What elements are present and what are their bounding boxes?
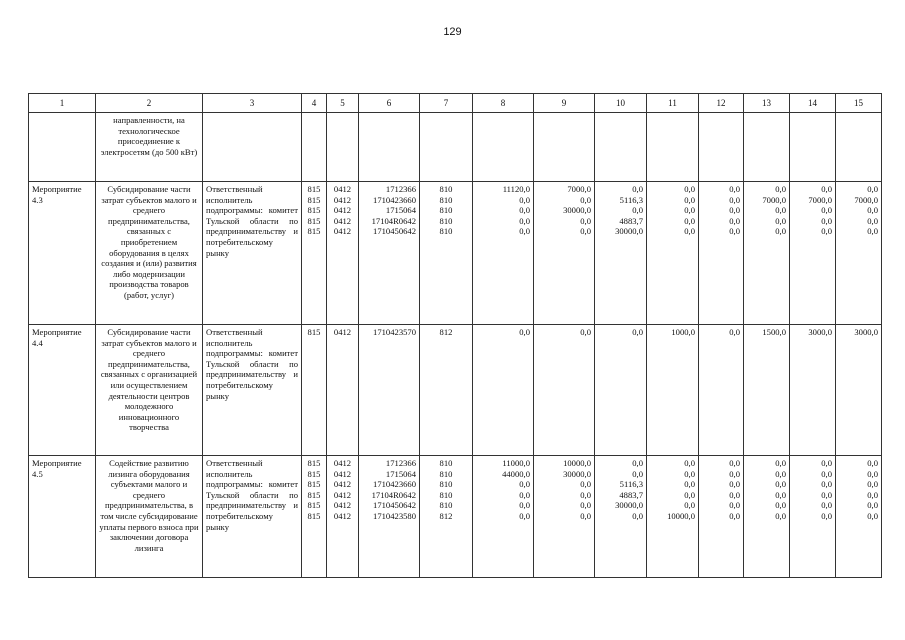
cell-col9: 0,0 <box>534 325 595 456</box>
column-header: 1 <box>29 94 96 113</box>
cell-col8: 11000,0 44000,0 0,0 0,0 0,0 0,0 <box>473 456 534 578</box>
header-row <box>29 94 882 113</box>
cell-col7 <box>420 113 473 182</box>
cell-col14 <box>790 113 836 182</box>
cell-executor: Ответственный исполнитель подпрограммы: комитет Тульской области по предпринимательству и потребительскому рынку <box>203 456 302 578</box>
column-header: 2 <box>96 94 203 113</box>
cell-description: Субсидирование части затрат субъектов малого и среднего предпринимательства, связанных с организацией или осуществлением деятельности центров молодежного инновационного творчества <box>96 325 203 456</box>
cell-measure: Мероприятие 4.5 <box>29 456 96 578</box>
cell-col8: 11120,0 0,0 0,0 0,0 0,0 <box>473 182 534 325</box>
column-header: 14 <box>790 94 836 113</box>
cell-executor: Ответственный исполнитель подпрограммы: комитет Тульской области по предпринимательству и потребительскому рынку <box>203 325 302 456</box>
budget-table <box>28 93 882 578</box>
cell-col9: 7000,0 0,0 30000,0 0,0 0,0 <box>534 182 595 325</box>
column-header: 8 <box>473 94 534 113</box>
cell-col10: 0,0 5116,3 0,0 4883,7 30000,0 <box>595 182 647 325</box>
cell-col12: 0,0 0,0 0,0 0,0 0,0 0,0 <box>699 456 744 578</box>
column-header: 6 <box>359 94 420 113</box>
column-header: 4 <box>302 94 327 113</box>
column-header: 10 <box>595 94 647 113</box>
cell-col13 <box>744 113 790 182</box>
column-header: 12 <box>699 94 744 113</box>
cell-col5 <box>327 113 359 182</box>
cell-col8: 0,0 <box>473 325 534 456</box>
cell-col11 <box>647 113 699 182</box>
cell-measure: Мероприятие 4.3 <box>29 182 96 325</box>
cell-col13: 0,0 0,0 0,0 0,0 0,0 0,0 <box>744 456 790 578</box>
cell-col10 <box>595 113 647 182</box>
cell-col5: 0412 <box>327 325 359 456</box>
cell-col14: 0,0 0,0 0,0 0,0 0,0 0,0 <box>790 456 836 578</box>
column-header: 11 <box>647 94 699 113</box>
cell-col10: 0,0 0,0 5116,3 4883,7 30000,0 0,0 <box>595 456 647 578</box>
column-header: 9 <box>534 94 595 113</box>
cell-col13: 1500,0 <box>744 325 790 456</box>
cell-col14: 0,0 7000,0 0,0 0,0 0,0 <box>790 182 836 325</box>
cell-description: Содействие развитию лизинга оборудования субъектами малого и среднего предпринимательства, в том числе субсидирование уплаты первого взноса при заключении договора лизинга <box>96 456 203 578</box>
cell-description: направленности, на технологическое присоединение к электросетям (до 500 кВт) <box>96 113 203 182</box>
cell-col5: 0412 0412 0412 0412 0412 0412 <box>327 456 359 578</box>
cell-col7: 812 <box>420 325 473 456</box>
cell-col6: 1710423570 <box>359 325 420 456</box>
cell-col12: 0,0 0,0 0,0 0,0 0,0 <box>699 182 744 325</box>
cell-col13: 0,0 7000,0 0,0 0,0 0,0 <box>744 182 790 325</box>
table-row-continuation <box>29 113 882 182</box>
cell-col5: 0412 0412 0412 0412 0412 <box>327 182 359 325</box>
cell-col6 <box>359 113 420 182</box>
column-header: 5 <box>327 94 359 113</box>
cell-col11: 0,0 0,0 0,0 0,0 0,0 <box>647 182 699 325</box>
cell-col8 <box>473 113 534 182</box>
cell-col4: 815 815 815 815 815 815 <box>302 456 327 578</box>
cell-col12: 0,0 <box>699 325 744 456</box>
cell-col15 <box>836 113 882 182</box>
cell-col14: 3000,0 <box>790 325 836 456</box>
cell-measure: Мероприятие 4.4 <box>29 325 96 456</box>
cell-col15: 3000,0 <box>836 325 882 456</box>
table-row-measure-4-4 <box>29 325 882 456</box>
column-header: 7 <box>420 94 473 113</box>
cell-executor <box>203 113 302 182</box>
table-row-measure-4-5 <box>29 456 882 578</box>
cell-col12 <box>699 113 744 182</box>
cell-col9 <box>534 113 595 182</box>
column-header: 15 <box>836 94 882 113</box>
cell-executor: Ответственный исполнитель подпрограммы: комитет Тульской области по предпринимательству и потребительскому рынку <box>203 182 302 325</box>
cell-col11: 0,0 0,0 0,0 0,0 0,0 10000,0 <box>647 456 699 578</box>
column-header: 13 <box>744 94 790 113</box>
cell-col10: 0,0 <box>595 325 647 456</box>
column-header: 3 <box>203 94 302 113</box>
cell-col4 <box>302 113 327 182</box>
table-row-measure-4-3 <box>29 182 882 325</box>
cell-col7: 810 810 810 810 810 812 <box>420 456 473 578</box>
cell-col4: 815 <box>302 325 327 456</box>
cell-col15: 0,0 0,0 0,0 0,0 0,0 0,0 <box>836 456 882 578</box>
cell-col6: 1712366 1715064 1710423660 17104R0642 1710450642 1710423580 <box>359 456 420 578</box>
cell-measure <box>29 113 96 182</box>
cell-description: Субсидирование части затрат субъектов малого и среднего предпринимательства, связанных с приобретением оборудования в целях создания и (или) развития либо модернизации производства товаров (работ, услуг) <box>96 182 203 325</box>
cell-col11: 1000,0 <box>647 325 699 456</box>
cell-col15: 0,0 7000,0 0,0 0,0 0,0 <box>836 182 882 325</box>
cell-col6: 1712366 1710423660 1715064 17104R0642 1710450642 <box>359 182 420 325</box>
cell-col9: 10000,0 30000,0 0,0 0,0 0,0 0,0 <box>534 456 595 578</box>
page-number: 129 <box>443 26 462 38</box>
cell-col4: 815 815 815 815 815 <box>302 182 327 325</box>
cell-col7: 810 810 810 810 810 <box>420 182 473 325</box>
